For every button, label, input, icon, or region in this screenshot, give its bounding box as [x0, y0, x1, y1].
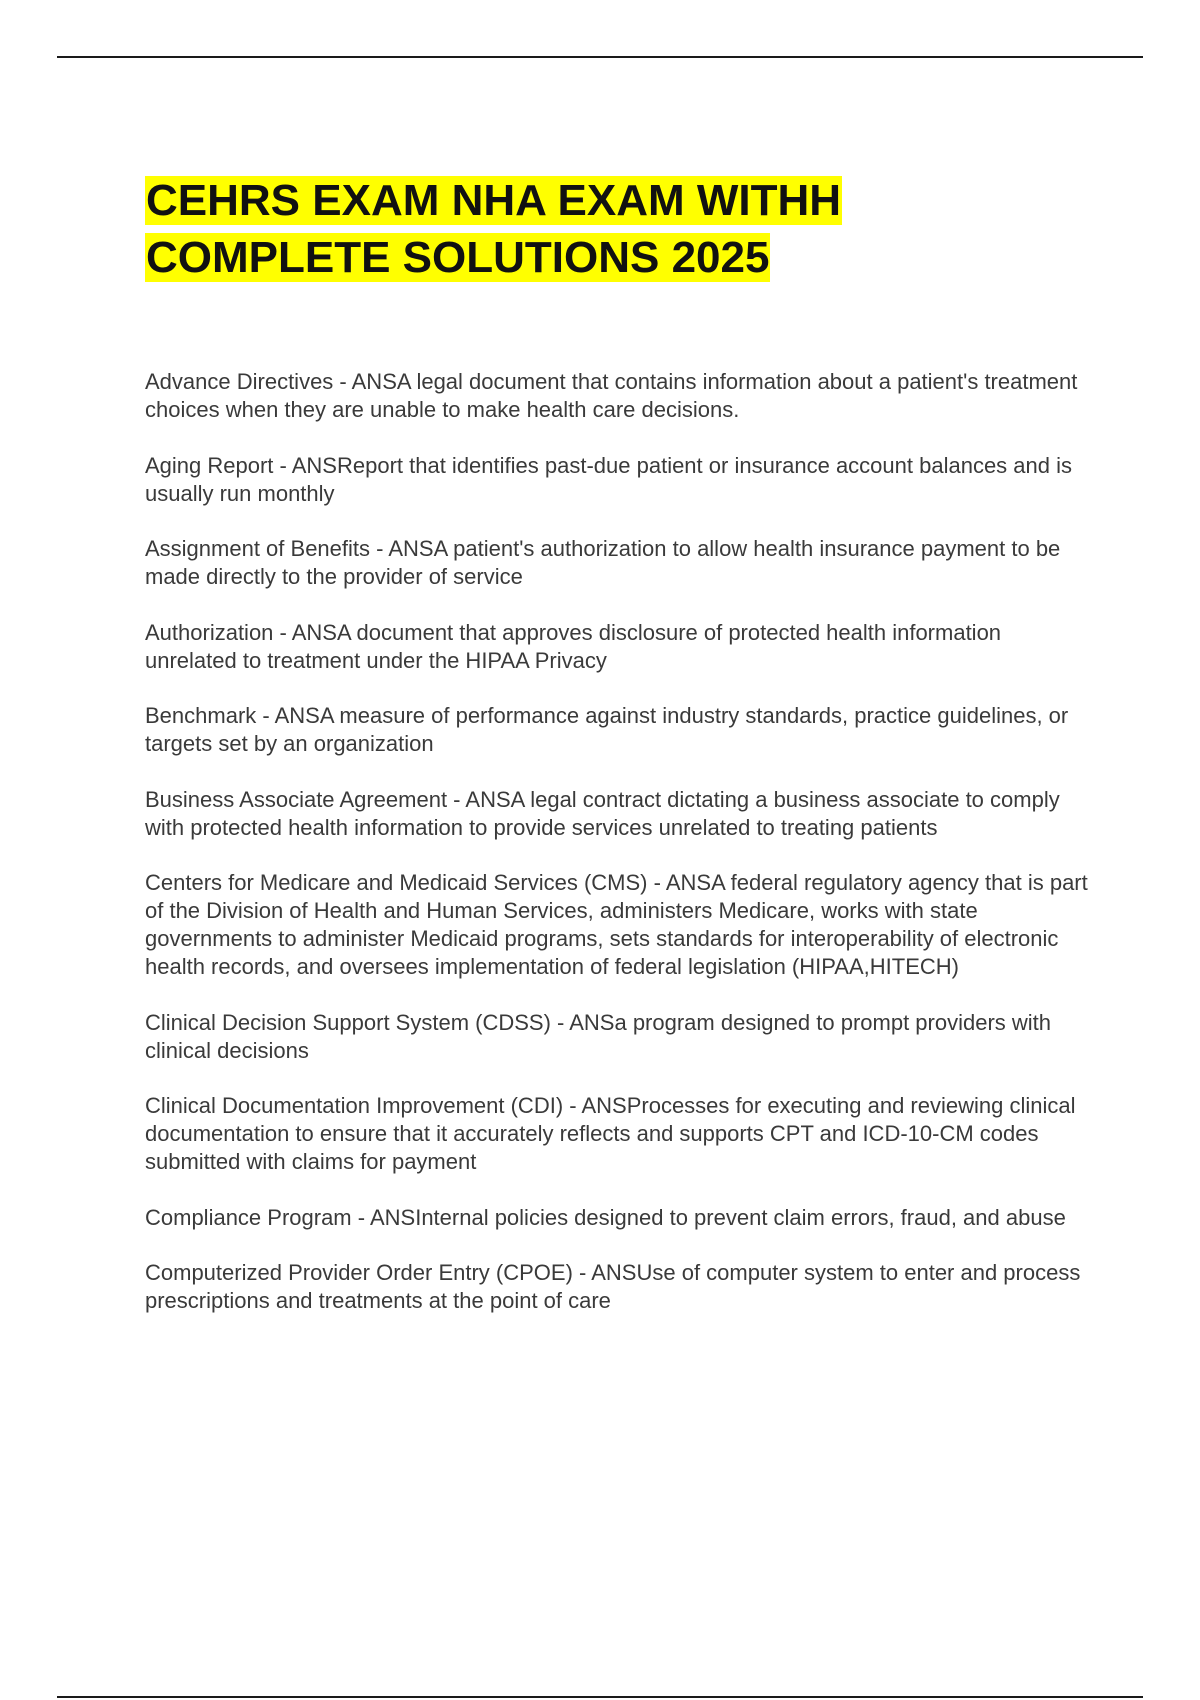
definition-aging-report: Aging Report - ANSReport that identifies past-due patient or insurance account balances and is usually run monthly — [145, 452, 1072, 506]
bottom-rule — [57, 1696, 1143, 1698]
definition-business-associate-agreement: Business Associate Agreement - ANSA legal contract dictating a business associate to comply with protected health information to provide services unrelated to treating patients — [145, 786, 1060, 840]
title-line-2 — [145, 229, 1105, 286]
definition-benchmark: Benchmark - ANSA measure of performance against industry standards, practice guidelines, or targets set by an organization — [145, 703, 1069, 756]
definition-cms: Centers for Medicare and Medicaid Services (CMS) - ANSA federal regulatory agency that is part of the Division of Health and Human Services, administers Medicare, works with state governments to administer Medicaid programs, sets standards for interoperability of electronic health records, and oversees implementation of federal legislation (HIPAA,HITECH) — [145, 870, 1088, 979]
definition-advance-directives: Advance Directives - ANSA legal document that contains information about a patient's treatment choices when they are unable to make health care decisions. — [145, 369, 1078, 422]
title-line-1 — [145, 172, 1105, 229]
definition-authorization: Authorization - ANSA document that approves disclosure of protected health information unrelated to treatment under the HIPAA Privacy — [145, 619, 1002, 673]
definition-compliance-program: Compliance Program - ANSInternal policies designed to prevent claim errors, fraud, and abuse — [145, 1204, 1066, 1230]
definition-list — [145, 368, 1095, 1343]
definition-cdi: Clinical Documentation Improvement (CDI) - ANSProcesses for executing and reviewing clinical documentation to ensure that it accurately reflects and supports CPT and ICD-10-CM codes submitted with claims for payment — [145, 1093, 1076, 1174]
top-rule — [57, 56, 1143, 58]
title-highlight-1: CEHRS EXAM NHA EXAM WITHH — [146, 176, 842, 225]
definition-cpoe: Computerized Provider Order Entry (CPOE) - ANSUse of computer system to enter and process prescriptions and treatments at the point of care — [145, 1260, 1081, 1313]
title-highlight-2: COMPLETE SOLUTIONS 2025 — [146, 233, 770, 282]
definition-assignment-of-benefits: Assignment of Benefits - ANSA patient's authorization to allow health insurance payment to be made directly to the provider of service — [145, 536, 1061, 589]
document-title — [145, 172, 1105, 286]
definition-cdss: Clinical Decision Support System (CDSS) - ANSa program designed to prompt providers with clinical decisions — [145, 1009, 1052, 1063]
